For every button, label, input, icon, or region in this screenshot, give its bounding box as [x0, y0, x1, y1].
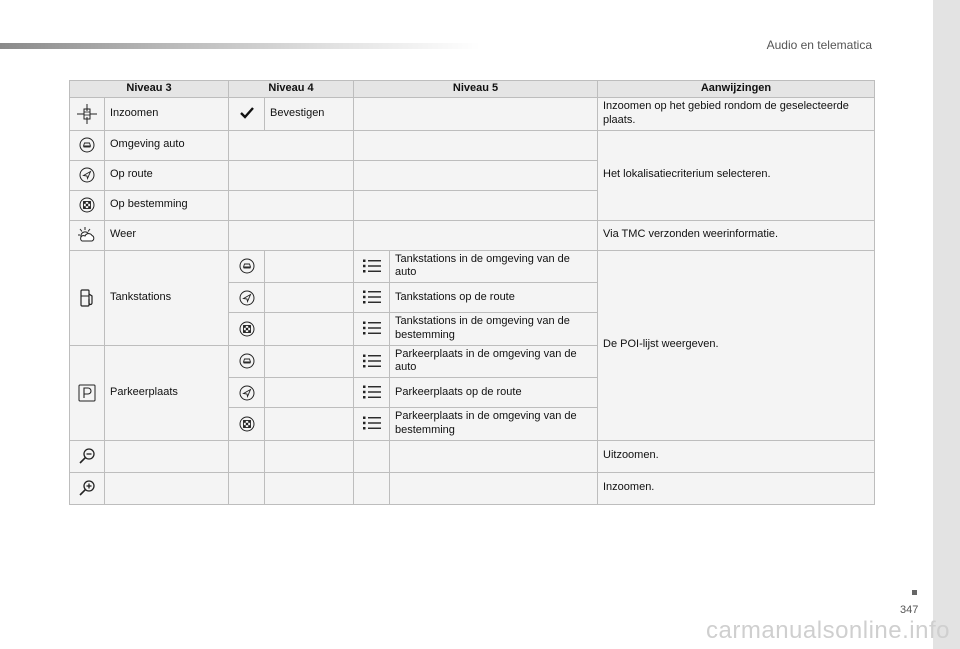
- empty-cell: [105, 440, 229, 472]
- level4-label: Bevestigen: [265, 98, 354, 131]
- page-marker: [912, 590, 917, 595]
- empty-cell: [229, 190, 354, 220]
- table-row: [70, 98, 875, 131]
- section-title: Audio en telematica: [766, 38, 872, 52]
- level3-label: Inzoomen: [105, 98, 229, 131]
- empty-cell: [354, 220, 598, 250]
- empty-cell: [265, 408, 354, 441]
- icon-cell: [229, 283, 265, 313]
- destination-icon: [79, 197, 95, 213]
- level3-label: Omgeving auto: [105, 130, 229, 160]
- icon-cell: [354, 408, 390, 441]
- empty-cell: [265, 440, 354, 472]
- table-row: [70, 130, 875, 160]
- empty-cell: [265, 472, 354, 504]
- empty-cell: [265, 250, 354, 283]
- fuel-pump-icon: [79, 288, 95, 308]
- zoom-in-icon: [78, 479, 96, 497]
- level5-label: Tankstations op de route: [390, 283, 598, 313]
- crosshair-icon: [77, 104, 97, 124]
- page-number: 347: [900, 604, 919, 616]
- route-icon: [79, 167, 95, 183]
- empty-cell: [354, 160, 598, 190]
- destination-icon: [239, 416, 255, 432]
- list-icon: [363, 321, 381, 335]
- level5-label: Parkeerplaats op de route: [390, 378, 598, 408]
- icon-cell: [70, 160, 105, 190]
- table-row: [70, 440, 875, 472]
- empty-cell: [354, 440, 390, 472]
- side-strip: [933, 0, 960, 649]
- icon-cell: [354, 250, 390, 283]
- note-cell: De POI-lijst weergeven.: [598, 250, 875, 440]
- icon-cell: [70, 130, 105, 160]
- column-header: Niveau 5: [354, 81, 598, 98]
- icon-cell: [70, 440, 105, 472]
- icon-cell: [229, 378, 265, 408]
- table-row: [70, 220, 875, 250]
- header-gradient-bar: [0, 43, 480, 49]
- note-cell: Inzoomen op het gebied rondom de geselecteerde plaats.: [598, 98, 875, 131]
- list-icon: [363, 385, 381, 399]
- list-icon: [363, 416, 381, 430]
- car-icon: [239, 353, 255, 369]
- icon-cell: [70, 190, 105, 220]
- car-icon: [79, 137, 95, 153]
- icon-cell: [229, 250, 265, 283]
- table-header-row: [70, 81, 875, 98]
- destination-icon: [239, 321, 255, 337]
- level5-label: Parkeerplaats in de omgeving van de bestemming: [390, 408, 598, 441]
- empty-cell: [390, 440, 598, 472]
- icon-cell: [70, 250, 105, 345]
- level3-label: Op route: [105, 160, 229, 190]
- level5-label: Parkeerplaats in de omgeving van de auto: [390, 345, 598, 378]
- note-cell: Het lokalisatiecriterium selecteren.: [598, 130, 875, 220]
- icon-cell: [229, 98, 265, 131]
- empty-cell: [265, 283, 354, 313]
- empty-cell: [265, 378, 354, 408]
- empty-cell: [229, 130, 354, 160]
- empty-cell: [265, 313, 354, 346]
- level5-label: Tankstations in de omgeving van de auto: [390, 250, 598, 283]
- level5-label: Tankstations in de omgeving van de bestemming: [390, 313, 598, 346]
- level3-label: Weer: [105, 220, 229, 250]
- route-icon: [239, 385, 255, 401]
- empty-cell: [354, 98, 598, 131]
- icon-cell: [70, 345, 105, 440]
- column-header: Aanwijzingen: [598, 81, 875, 98]
- empty-cell: [354, 190, 598, 220]
- table-row: [70, 250, 875, 283]
- menu-table: [69, 80, 875, 505]
- empty-cell: [265, 345, 354, 378]
- empty-cell: [229, 472, 265, 504]
- column-header: Niveau 4: [229, 81, 354, 98]
- note-cell: Inzoomen.: [598, 472, 875, 504]
- empty-cell: [390, 472, 598, 504]
- icon-cell: [354, 313, 390, 346]
- note-cell: Via TMC verzonden weerinformatie.: [598, 220, 875, 250]
- empty-cell: [229, 220, 354, 250]
- icon-cell: [70, 98, 105, 131]
- route-icon: [239, 290, 255, 306]
- category-label: Tankstations: [105, 250, 229, 345]
- note-cell: Uitzoomen.: [598, 440, 875, 472]
- category-label: Parkeerplaats: [105, 345, 229, 440]
- column-header: Niveau 3: [70, 81, 229, 98]
- zoom-out-icon: [78, 447, 96, 465]
- watermark: carmanualsonline.info: [706, 617, 950, 644]
- parking-icon: [78, 384, 96, 402]
- icon-cell: [354, 345, 390, 378]
- empty-cell: [105, 472, 229, 504]
- icon-cell: [229, 408, 265, 441]
- empty-cell: [229, 440, 265, 472]
- checkmark-icon: [240, 106, 254, 120]
- list-icon: [363, 290, 381, 304]
- list-icon: [363, 259, 381, 273]
- list-icon: [363, 354, 381, 368]
- icon-cell: [354, 283, 390, 313]
- empty-cell: [354, 130, 598, 160]
- empty-cell: [354, 472, 390, 504]
- icon-cell: [229, 345, 265, 378]
- weather-icon: [77, 226, 97, 244]
- icon-cell: [70, 220, 105, 250]
- car-icon: [239, 258, 255, 274]
- empty-cell: [229, 160, 354, 190]
- table-row: [70, 472, 875, 504]
- icon-cell: [229, 313, 265, 346]
- icon-cell: [70, 472, 105, 504]
- level3-label: Op bestemming: [105, 190, 229, 220]
- icon-cell: [354, 378, 390, 408]
